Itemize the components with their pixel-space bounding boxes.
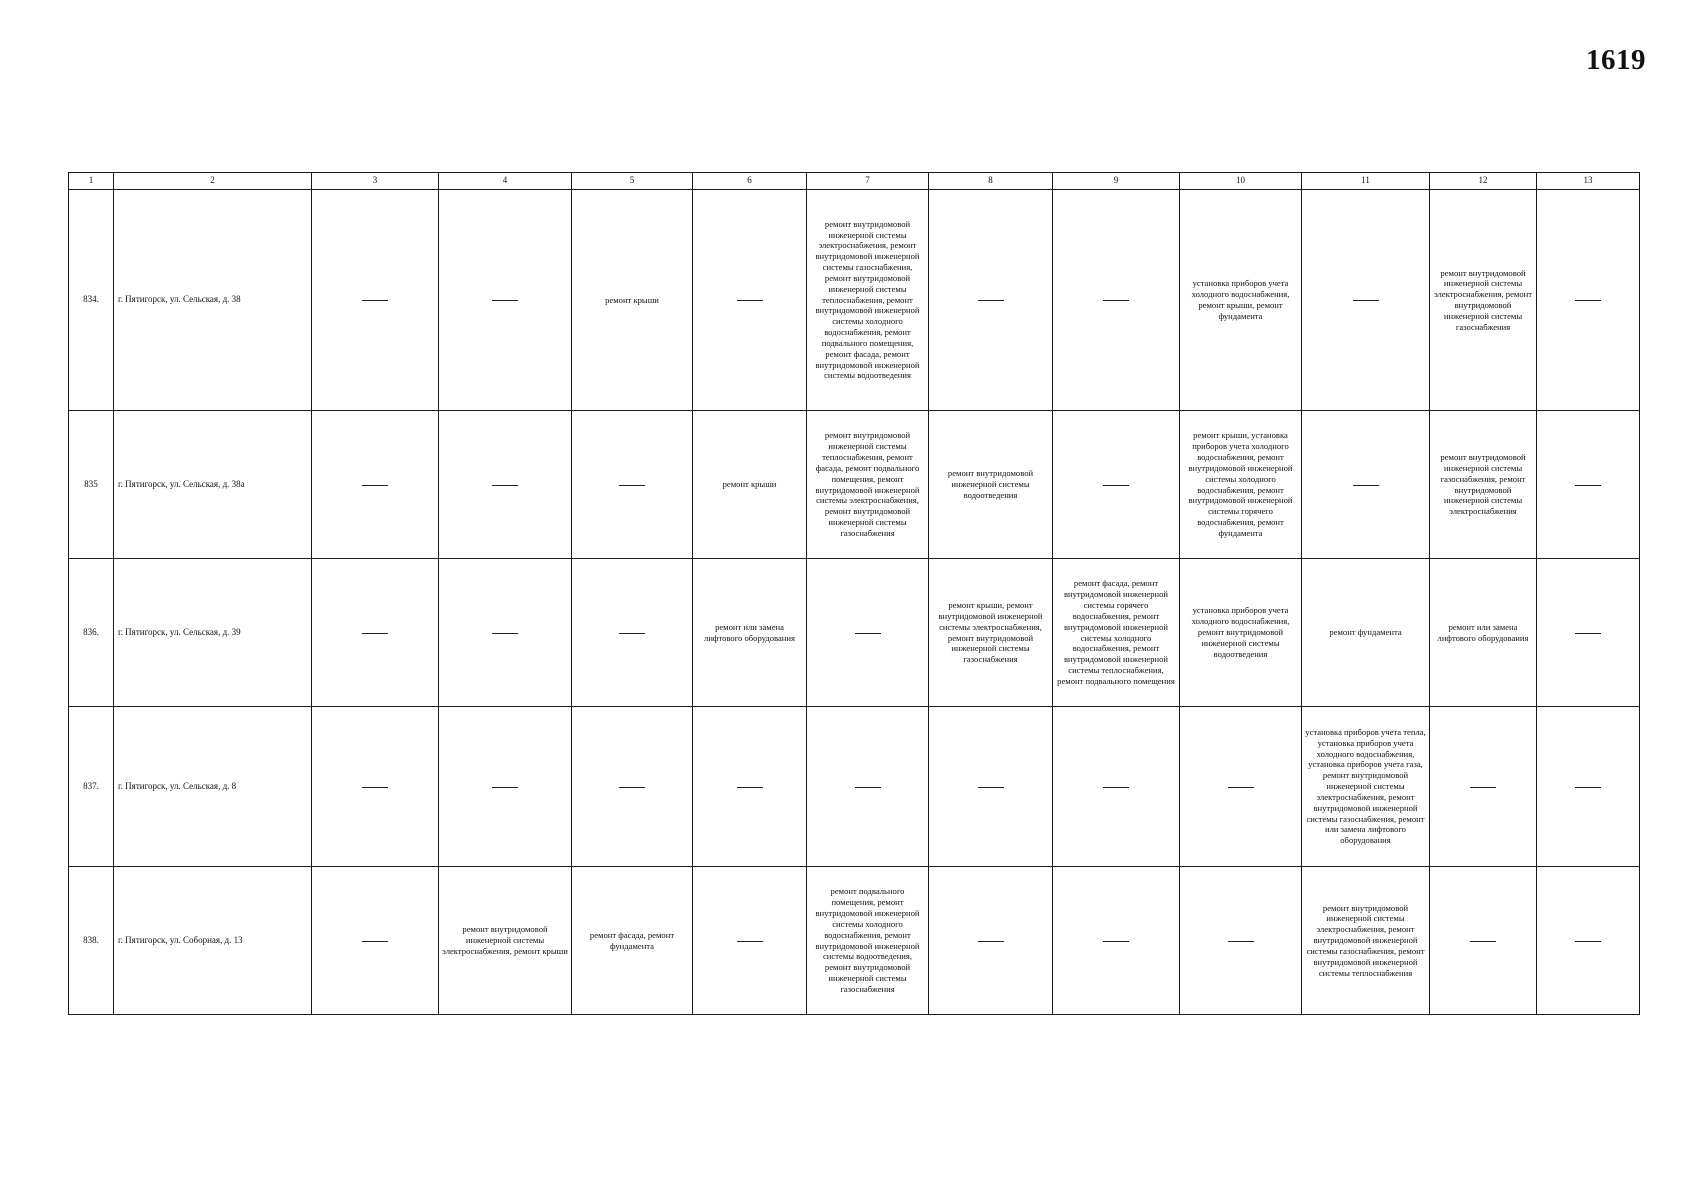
work-cell-col-9: ремонт фасада, ремонт внутридомовой инженерной системы горячего водоснабжения, ремонт внутридомовой инженерной системы холодного водоснабжения, ремонт внутридомовой инженерной системы теплоснабжения, ремонт подвального помещения [1053, 559, 1180, 707]
column-number-4: 4 [439, 173, 572, 190]
dash-mark [737, 787, 763, 788]
repair-schedule-table [68, 172, 1640, 1015]
table-row [69, 411, 1640, 559]
work-cell-col-8: ремонт крыши, ремонт внутридомовой инженерной системы электроснабжения, ремонт внутридомовой инженерной системы газоснабжения [929, 559, 1053, 707]
address-cell: г. Пятигорск, ул. Сельская, д. 8 [114, 707, 312, 867]
work-cell-col-4 [439, 559, 572, 707]
dash-mark [1575, 787, 1601, 788]
work-cell-col-12 [1430, 707, 1537, 867]
work-cell-col-3 [312, 411, 439, 559]
work-cell-col-8 [929, 867, 1053, 1015]
dash-mark [362, 941, 388, 942]
work-cell-col-7 [807, 707, 929, 867]
work-cell-col-7 [807, 559, 929, 707]
dash-mark [1228, 787, 1254, 788]
column-number-3: 3 [312, 173, 439, 190]
dash-mark [978, 300, 1004, 301]
column-number-10: 10 [1180, 173, 1302, 190]
dash-mark [1103, 300, 1129, 301]
work-cell-col-5: ремонт фасада, ремонт фундамента [572, 867, 693, 1015]
row-number: 838. [69, 867, 114, 1015]
work-cell-col-8: ремонт внутридомовой инженерной системы водоотведения [929, 411, 1053, 559]
dash-mark [362, 300, 388, 301]
work-cell-col-10: ремонт крыши, установка приборов учета холодного водоснабжения, ремонт внутридомовой инженерной системы холодного водоснабжения, ремонт внутридомовой инженерной системы горячего водоснабжения, ремонт фундамента [1180, 411, 1302, 559]
work-cell-col-9 [1053, 190, 1180, 411]
work-cell-col-6 [693, 190, 807, 411]
work-cell-col-7: ремонт внутридомовой инженерной системы электроснабжения, ремонт внутридомовой инженерной системы газоснабжения, ремонт внутридомовой инженерной системы теплоснабжения, ремонт внутридомовой инженерной системы холодного водоснабжения, ремонт подвального помещения, ремонт фасада, ремонт внутридомовой инженерной системы водоотведения [807, 190, 929, 411]
dash-mark [1575, 485, 1601, 486]
dash-mark [619, 485, 645, 486]
work-cell-col-5 [572, 411, 693, 559]
table-header-row [69, 173, 1640, 190]
dash-mark [492, 300, 518, 301]
dash-mark [1228, 941, 1254, 942]
dash-mark [1470, 787, 1496, 788]
dash-mark [1575, 300, 1601, 301]
work-cell-col-5 [572, 559, 693, 707]
column-number-2: 2 [114, 173, 312, 190]
work-cell-col-6: ремонт или замена лифтового оборудования [693, 559, 807, 707]
work-cell-col-6: ремонт крыши [693, 411, 807, 559]
work-cell-col-7: ремонт внутридомовой инженерной системы теплоснабжения, ремонт фасада, ремонт подвального помещения, ремонт внутридомовой инженерной системы электроснабжения, ремонт внутридомовой инженерной системы газоснабжения [807, 411, 929, 559]
dash-mark [855, 633, 881, 634]
row-number: 835 [69, 411, 114, 559]
work-cell-col-6 [693, 707, 807, 867]
work-cell-col-11 [1302, 411, 1430, 559]
column-number-1: 1 [69, 173, 114, 190]
dash-mark [362, 787, 388, 788]
work-cell-col-13 [1537, 867, 1640, 1015]
work-cell-col-12 [1430, 867, 1537, 1015]
work-cell-col-7: ремонт подвального помещения, ремонт внутридомовой инженерной системы холодного водоснабжения, ремонт внутридомовой инженерной системы водоотведения, ремонт внутридомовой инженерной системы газоснабжения [807, 867, 929, 1015]
work-cell-col-11: установка приборов учета тепла, установка приборов учета холодного водоснабжения, установка приборов учета газа, ремонт внутридомовой инженерной системы электроснабжения, ремонт внутридомовой инженерной системы газоснабжения, ремонт или замена лифтового оборудования [1302, 707, 1430, 867]
column-number-8: 8 [929, 173, 1053, 190]
dash-mark [978, 941, 1004, 942]
column-number-9: 9 [1053, 173, 1180, 190]
work-cell-col-10 [1180, 867, 1302, 1015]
dash-mark [1470, 941, 1496, 942]
dash-mark [1103, 787, 1129, 788]
page-number: 1619 [1586, 44, 1646, 76]
column-number-11: 11 [1302, 173, 1430, 190]
work-cell-col-13 [1537, 190, 1640, 411]
dash-mark [619, 787, 645, 788]
work-cell-col-4 [439, 190, 572, 411]
dash-mark [855, 787, 881, 788]
work-cell-col-13 [1537, 707, 1640, 867]
dash-mark [1103, 941, 1129, 942]
address-cell: г. Пятигорск, ул. Сельская, д. 38 [114, 190, 312, 411]
table-row [69, 190, 1640, 411]
column-number-7: 7 [807, 173, 929, 190]
row-number: 837. [69, 707, 114, 867]
work-cell-col-3 [312, 707, 439, 867]
work-cell-col-5 [572, 707, 693, 867]
work-cell-col-12: ремонт внутридомовой инженерной системы газоснабжения, ремонт внутридомовой инженерной системы электроснабжения [1430, 411, 1537, 559]
work-cell-col-11 [1302, 190, 1430, 411]
work-cell-col-10: установка приборов учета холодного водоснабжения, ремонт крыши, ремонт фундамента [1180, 190, 1302, 411]
dash-mark [492, 633, 518, 634]
row-number: 836. [69, 559, 114, 707]
dash-mark [737, 941, 763, 942]
work-cell-col-4: ремонт внутридомовой инженерной системы электроснабжения, ремонт крыши [439, 867, 572, 1015]
column-number-12: 12 [1430, 173, 1537, 190]
address-cell: г. Пятигорск, ул. Сельская, д. 39 [114, 559, 312, 707]
column-number-13: 13 [1537, 173, 1640, 190]
row-number: 834. [69, 190, 114, 411]
work-cell-col-13 [1537, 559, 1640, 707]
table-row [69, 867, 1640, 1015]
dash-mark [737, 300, 763, 301]
work-cell-col-9 [1053, 867, 1180, 1015]
dash-mark [978, 787, 1004, 788]
dash-mark [362, 485, 388, 486]
work-cell-col-3 [312, 867, 439, 1015]
work-cell-col-4 [439, 707, 572, 867]
work-cell-col-5: ремонт крыши [572, 190, 693, 411]
work-cell-col-3 [312, 559, 439, 707]
work-cell-col-12: ремонт внутридомовой инженерной системы электроснабжения, ремонт внутридомовой инженерной системы газоснабжения [1430, 190, 1537, 411]
table-row [69, 559, 1640, 707]
dash-mark [492, 787, 518, 788]
dash-mark [1103, 485, 1129, 486]
dash-mark [362, 633, 388, 634]
work-cell-col-9 [1053, 411, 1180, 559]
column-number-5: 5 [572, 173, 693, 190]
work-cell-col-10: установка приборов учета холодного водоснабжения, ремонт внутридомовой инженерной системы водоотведения [1180, 559, 1302, 707]
dash-mark [492, 485, 518, 486]
work-cell-col-10 [1180, 707, 1302, 867]
work-cell-col-11: ремонт фундамента [1302, 559, 1430, 707]
work-cell-col-8 [929, 707, 1053, 867]
address-cell: г. Пятигорск, ул. Соборная, д. 13 [114, 867, 312, 1015]
work-cell-col-11: ремонт внутридомовой инженерной системы электроснабжения, ремонт внутридомовой инженерной системы газоснабжения, ремонт внутридомовой инженерной системы теплоснабжения [1302, 867, 1430, 1015]
dash-mark [619, 633, 645, 634]
dash-mark [1575, 941, 1601, 942]
work-cell-col-8 [929, 190, 1053, 411]
column-number-6: 6 [693, 173, 807, 190]
work-cell-col-9 [1053, 707, 1180, 867]
dash-mark [1353, 485, 1379, 486]
table-row [69, 707, 1640, 867]
work-cell-col-3 [312, 190, 439, 411]
work-cell-col-4 [439, 411, 572, 559]
work-cell-col-13 [1537, 411, 1640, 559]
work-cell-col-6 [693, 867, 807, 1015]
work-cell-col-12: ремонт или замена лифтового оборудования [1430, 559, 1537, 707]
address-cell: г. Пятигорск, ул. Сельская, д. 38а [114, 411, 312, 559]
dash-mark [1575, 633, 1601, 634]
dash-mark [1353, 300, 1379, 301]
